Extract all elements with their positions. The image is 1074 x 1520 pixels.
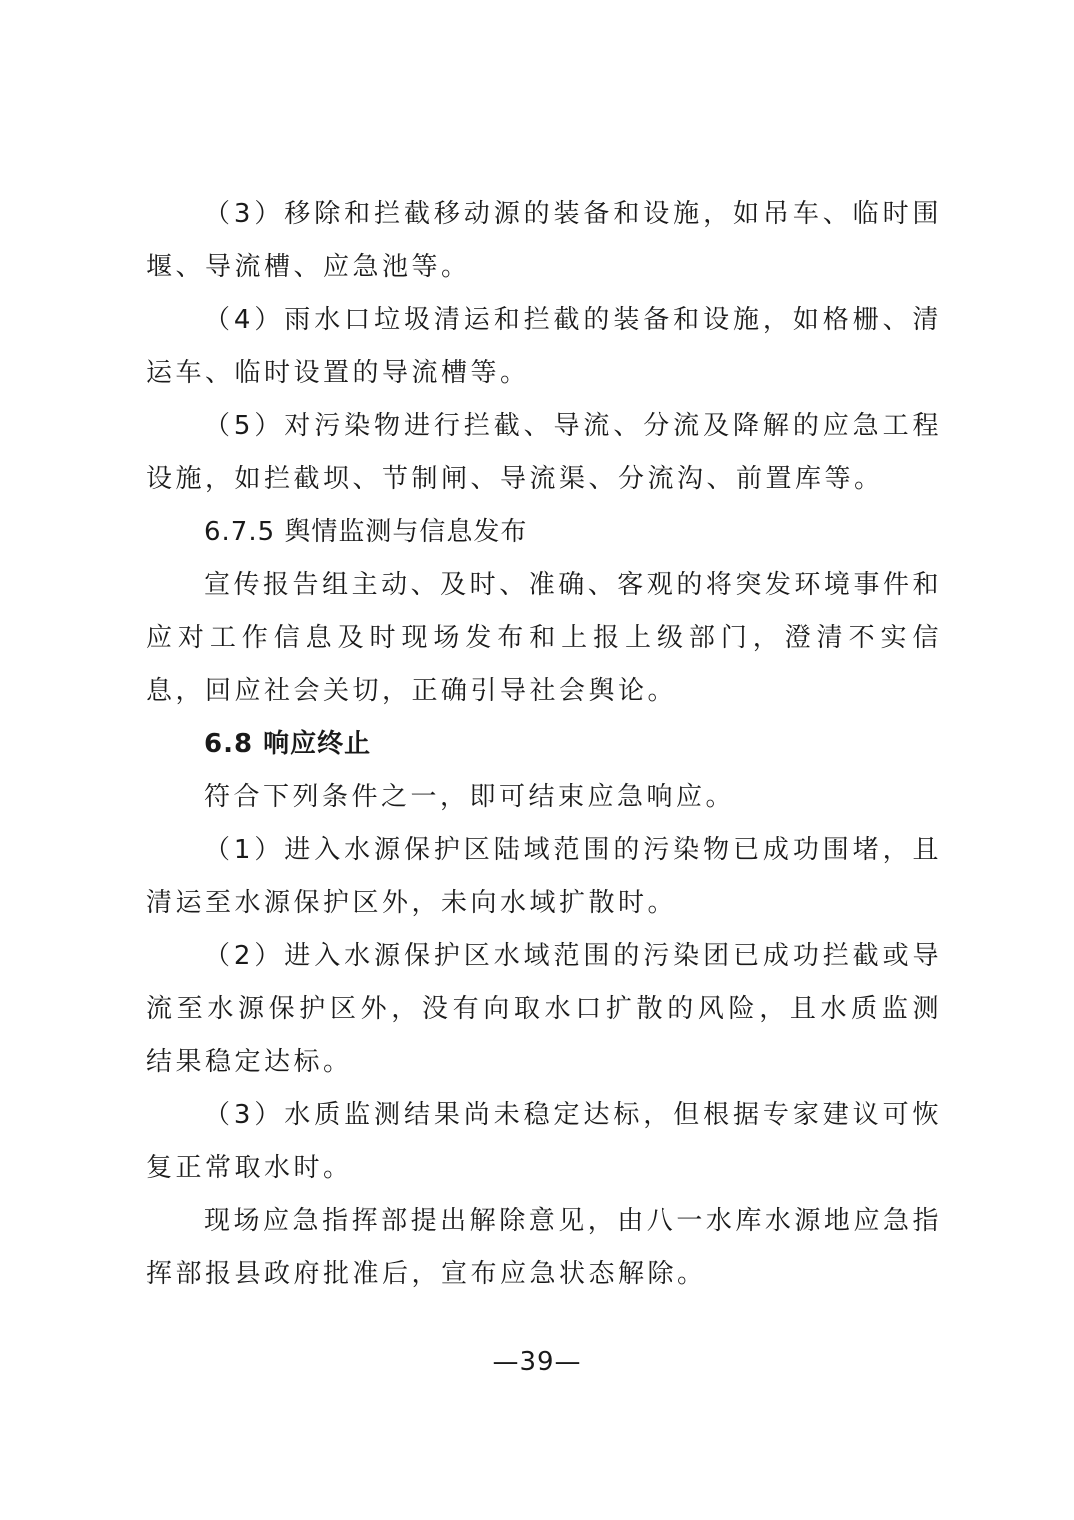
paragraph-item-4: （4）雨水口垃圾清运和拦截的装备和设施，如格栅、清运车、临时设置的导流槽等。 [146,305,942,388]
paragraph-condition-3: （3）水质监测结果尚未稳定达标，但根据专家建议可恢复正常取水时。 [146,1100,942,1183]
paragraph-termination: 现场应急指挥部提出解除意见，由八一水库水源地应急指挥部报县政府批准后，宣布应急状态解除。 [146,1206,942,1289]
page-number: —39— [492,1347,582,1377]
section-heading-6-8: 6.8 响应终止 [204,729,372,759]
paragraph-condition-1: （1）进入水源保护区陆域范围的污染物已成功围堵，且清运至水源保护区外，未向水域扩散时。 [146,835,942,918]
paragraph-conditions-intro: 符合下列条件之一，即可结束应急响应。 [204,782,736,812]
paragraph-item-3: （3）移除和拦截移动源的装备和设施，如吊车、临时围堰、导流槽、应急池等。 [146,199,942,282]
section-heading-6-7-5: 6.7.5 舆情监测与信息发布 [204,517,528,547]
paragraph-condition-2: （2）进入水源保护区水域范围的污染团已成功拦截或导流至水源保护区外，没有向取水口扩散的风险，且水质监测结果稳定达标。 [146,941,942,1077]
document-body [146,188,942,1301]
paragraph-publicity: 宣传报告组主动、及时、准确、客观的将突发环境事件和应对工作信息及时现场发布和上报上级部门，澄清不实信息，回应社会关切，正确引导社会舆论。 [146,570,942,706]
paragraph-item-5: （5）对污染物进行拦截、导流、分流及降解的应急工程设施，如拦截坝、节制闸、导流渠、分流沟、前置库等。 [146,411,942,494]
